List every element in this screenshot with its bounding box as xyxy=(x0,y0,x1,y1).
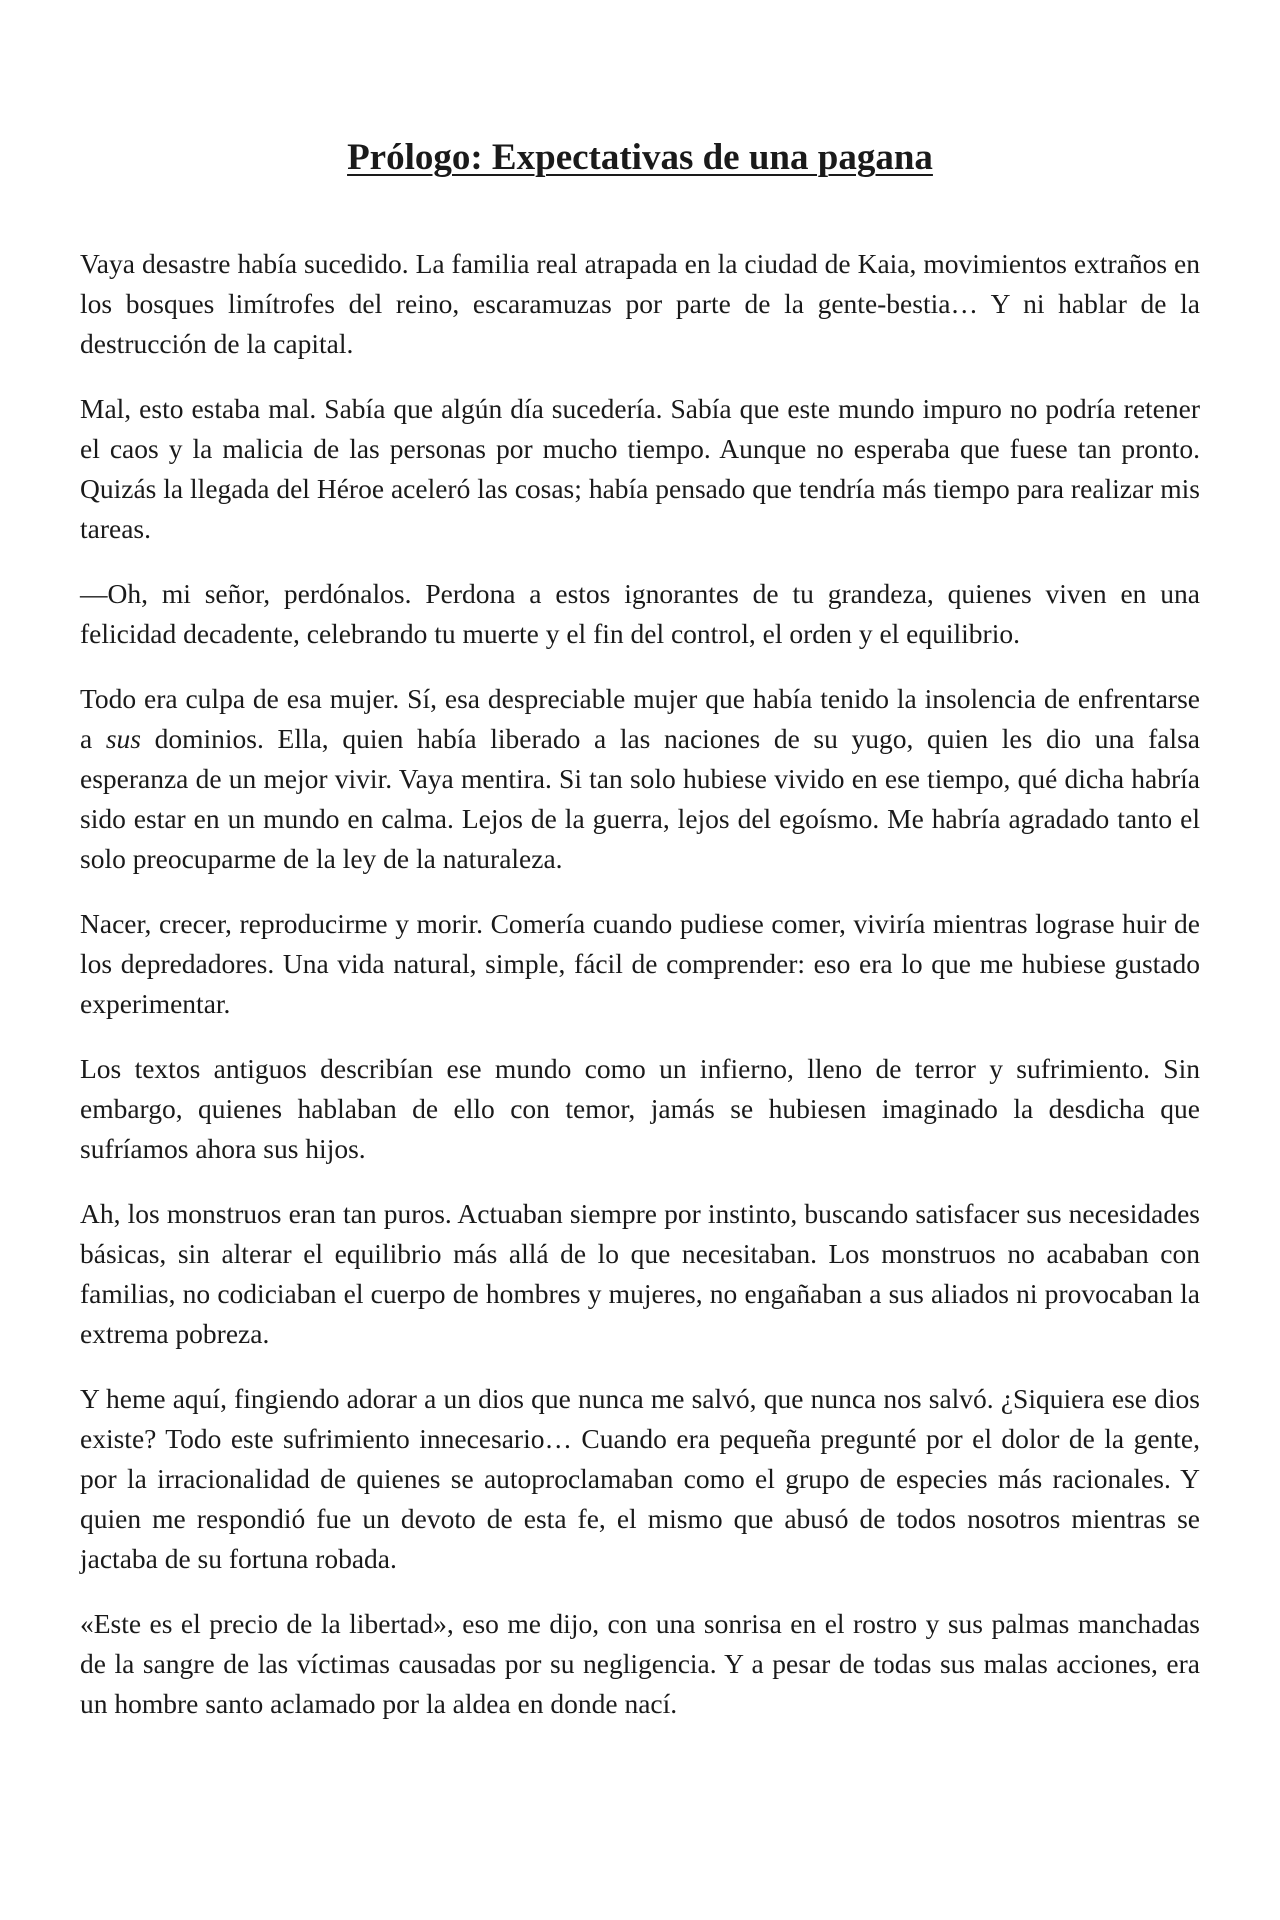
paragraph-6: Los textos antiguos describían ese mundo como un infierno, lleno de terror y sufrimiento. Sin embargo, quienes hablaban de ello con temor, jamás se hubiesen imaginado la desdicha que sufríamos ahora sus hijos. xyxy=(80,1053,1200,1165)
paragraph-4-text-after: dominios. Ella, quien había liberado a las naciones de su yugo, quien les dio una falsa esperanza de un mejor vivir. Vaya mentira. Si tan solo hubiese vivido en ese tiempo, qué dicha habría sido estar en un mundo en calma. Lejos de la guerra, lejos del egoísmo. Me habría agradado tanto el solo preocuparme de la ley de la naturaleza. xyxy=(80,723,1200,875)
paragraph-7: Ah, los monstruos eran tan puros. Actuaban siempre por instinto, buscando satisfacer sus necesidades básicas, sin alterar el equilibrio más allá de lo que necesitaban. Los monstruos no acababan con familias, no codiciaban el cuerpo de hombres y mujeres, no engañaban a sus aliados ni provocaban la extrema pobreza. xyxy=(80,1198,1200,1350)
paragraph-4-text-before: Todo era culpa de esa mujer. Sí, esa despreciable mujer que había tenido la insolencia de enfrentarse a xyxy=(80,683,1200,755)
paragraph-8: Y heme aquí, fingiendo adorar a un dios que nunca me salvó, que nunca nos salvó. ¿Siquiera ese dios existe? Todo este sufrimiento innecesario… Cuando era pequeña pregunté por el dolor de la gente, por la irracionalidad de quienes se autoproclamaban como el grupo de especies más racionales. Y quien me respondió fue un devoto de esta fe, el mismo que abusó de todos nosotros mientras se jactaba de su fortuna robada. xyxy=(80,1383,1200,1575)
paragraph-1: Vaya desastre había sucedido. La familia real atrapada en la ciudad de Kaia, movimientos extraños en los bosques limítrofes del reino, escaramuzas por parte de la gente-bestia… Y ni hablar de la destrucción de la capital. xyxy=(80,248,1200,360)
paragraph-4-emphasis: sus xyxy=(105,723,141,755)
paragraph-5: Nacer, crecer, reproducirme y morir. Comería cuando pudiese comer, viviría mientras lograse huir de los depredadores. Una vida natural, simple, fácil de comprender: eso era lo que me hubiese gustado experimentar. xyxy=(80,908,1200,1020)
paragraph-4 xyxy=(80,679,1200,879)
paragraph-9: «Este es el precio de la libertad», eso me dijo, con una sonrisa en el rostro y sus palmas manchadas de la sangre de las víctimas causadas por su negligencia. Y a pesar de todas sus malas acciones, era un hombre santo aclamado por la aldea en donde nací. xyxy=(80,1608,1200,1720)
paragraph-3: —Oh, mi señor, perdónalos. Perdona a estos ignorantes de tu grandeza, quienes viven en una felicidad decadente, celebrando tu muerte y el fin del control, el orden y el equilibrio. xyxy=(80,578,1200,650)
chapter-title: Prólogo: Expectativas de una pagana xyxy=(347,137,933,178)
paragraph-2: Mal, esto estaba mal. Sabía que algún día sucedería. Sabía que este mundo impuro no podría retener el caos y la malicia de las personas por mucho tiempo. Aunque no esperaba que fuese tan pronto. Quizás la llegada del Héroe aceleró las cosas; había pensado que tendría más tiempo para realizar mis tareas. xyxy=(80,393,1200,545)
